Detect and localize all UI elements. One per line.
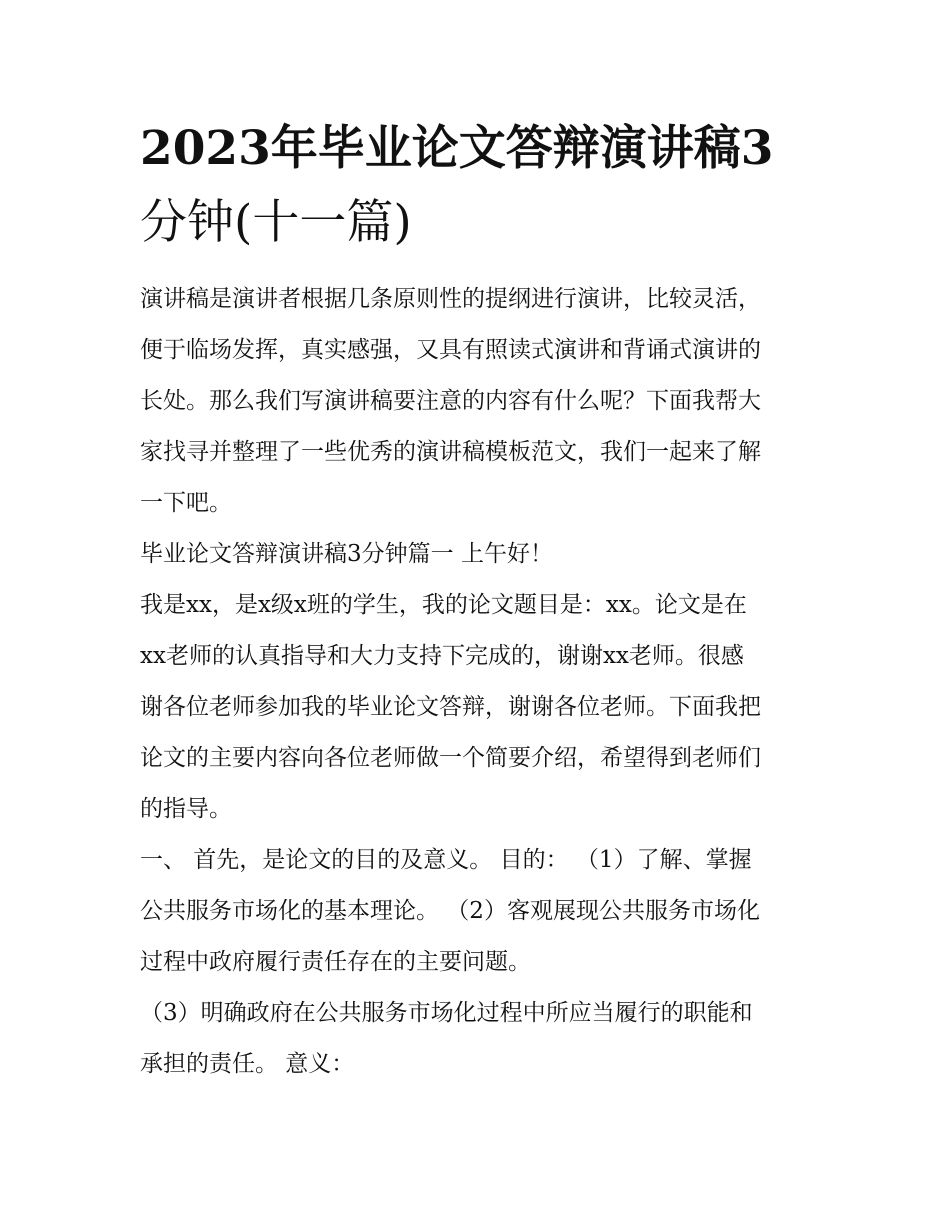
text-line: 公共服务市场化的基本理论。 （2）客观展现公共服务市场化	[140, 898, 760, 924]
self-introduction-paragraph	[140, 580, 830, 835]
text-line: 便于临场发挥，真实感强，又具有照读式演讲和背诵式演讲的	[140, 337, 761, 363]
text-line: 家找寻并整理了一些优秀的演讲稿模板范文，我们一起来了解	[140, 439, 761, 465]
intro-paragraph	[140, 274, 830, 529]
title-line-2: 分钟(十一篇)	[140, 195, 412, 250]
text-line: 的指导。	[140, 796, 232, 822]
title-line-1: 2023年毕业论文答辩演讲稿3	[140, 121, 774, 176]
text-line: 毕业论文答辩演讲稿3分钟篇一 上午好！	[140, 541, 553, 567]
text-line: 承担的责任。 意义：	[140, 1051, 355, 1077]
document-page	[140, 112, 830, 1090]
text-line: （3）明确政府在公共服务市场化过程中所应当履行的职能和	[140, 1000, 753, 1026]
section-heading-paragraph	[140, 529, 830, 580]
text-line: 演讲稿是演讲者根据几条原则性的提纲进行演讲，比较灵活，	[140, 286, 761, 312]
document-title	[140, 112, 830, 260]
text-line: xx老师的认真指导和大力支持下完成的，谢谢xx老师。很感	[140, 643, 744, 669]
text-line: 谢各位老师参加我的毕业论文答辩，谢谢各位老师。下面我把	[140, 694, 761, 720]
text-line: 一、 首先，是论文的目的及意义。 目的： （1）了解、掌握	[140, 847, 752, 873]
text-line: 长处。那么我们写演讲稿要注意的内容有什么呢？下面我帮大	[140, 388, 761, 414]
text-line: 过程中政府履行责任存在的主要问题。	[140, 949, 531, 975]
text-line: 我是xx，是x级x班的学生，我的论文题目是：xx。论文是在	[140, 592, 747, 618]
significance-paragraph	[140, 988, 830, 1090]
text-line: 论文的主要内容向各位老师做一个简要介绍，希望得到老师们	[140, 745, 761, 771]
text-line: 一下吧。	[140, 490, 232, 516]
purpose-paragraph	[140, 835, 830, 988]
